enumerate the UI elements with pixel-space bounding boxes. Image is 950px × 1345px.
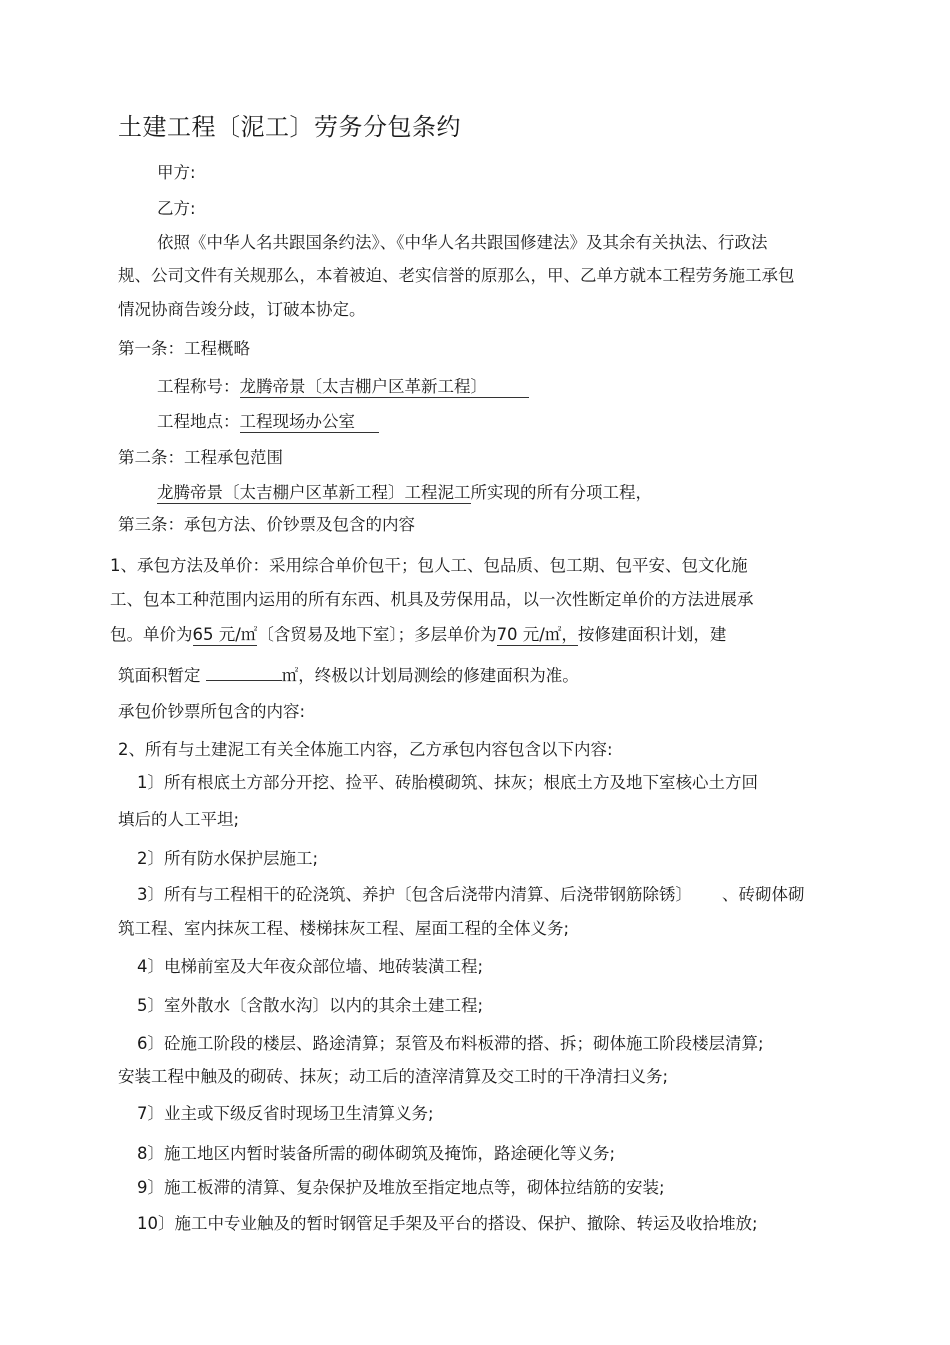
party-b-label: 乙方: — [157, 199, 196, 218]
item-5: 5〕室外散水〔含散水沟〕以内的其余土建工程; — [137, 996, 484, 1015]
item-1-line-1: 1〕所有根底土方部分开挖、捡平、砖胎模砌筑、抹灰；根底土方及地下室核心土方回 — [137, 773, 758, 792]
intro-line-2: 规、公司文件有关规那么，本着被迫、老实信誉的原那么，甲、乙单方就本工程劳务施工承包 — [118, 266, 795, 285]
p1-line-3-a: 包。单价为 — [110, 625, 193, 644]
p1-line-3-e: 按修建面积计划，建 — [577, 625, 727, 644]
p2: 2、所有与土建泥工有关全体施工内容，乙方承包内容包含以下内容: — [118, 740, 613, 759]
p1-line-2: 工、包本工种范围内运用的所有东西、机具及劳保用品，以一次性断定单价的方法进展承 — [110, 590, 754, 609]
project-site-row — [157, 411, 379, 433]
scope-rest: 所实现的所有分项工程， — [470, 483, 652, 502]
item-10: 10〕施工中专业触及的暂时钢管足手架及平台的搭设、保护、撤除、转运及收拾堆放; — [137, 1214, 758, 1233]
item-6-line-1: 6〕砼施工阶段的楼层、路途清算；泵管及布料板滞的搭、拆；砌体施工阶段楼层清算; — [137, 1034, 764, 1053]
item-3-line-1-a: 3〕所有与工程相干的砼浇筑、养护〔包含后浇带内清算、后浇带钢筋除锈〕 — [137, 885, 692, 904]
document-title: 土建工程〔泥工〕劳务分包条约 — [118, 113, 461, 141]
scope-row — [157, 482, 652, 504]
p1-line-3-c: 〔含贸易及地下室〕；多层单价为 — [257, 625, 497, 644]
item-3-line-1-b: 、砖砌体砌 — [722, 885, 805, 904]
intro-line-1: 依照《中华人名共跟国条约法》、《中华人名共跟国修建法》及其余有关执法、行政法 — [157, 233, 768, 252]
item-1-line-2: 填后的人工平坦; — [118, 810, 240, 829]
p1-line-3 — [110, 624, 726, 646]
project-site-label: 工程地点： — [157, 412, 240, 431]
project-name-value: 龙腾帝景〔太吉棚户区革新工程〕 — [240, 377, 530, 398]
project-name-row — [157, 376, 529, 398]
area-blank — [206, 664, 282, 681]
unit-price-2: 70 元/㎡， — [496, 625, 578, 644]
item-6-line-2: 安装工程中触及的砌砖、抹灰；动工后的渣滓清算及交工时的干净清扫义务; — [118, 1067, 669, 1086]
p1-line-1: 1、承包方法及单价：采用综合单价包干；包人工、包品质、包工期、包平安、包文化施 — [110, 556, 748, 575]
party-a-label: 甲方: — [157, 163, 196, 182]
p1-line-4-b: ㎡，终极以计划局测绘的修建面积为准。 — [281, 666, 579, 685]
scope-underlined: 龙腾帝景〔太吉棚户区革新工程〕工程泥工 — [157, 483, 471, 502]
article-1-heading: 第一条：工程概略 — [118, 339, 250, 358]
item-3-line-1 — [137, 884, 805, 906]
unit-price-1: 65 元/㎡ — [192, 625, 258, 644]
item-2: 2〕所有防水保护层施工; — [137, 849, 319, 868]
article-2-heading: 第二条：工程承包范围 — [118, 448, 283, 467]
price-contains-heading: 承包价钞票所包含的内容: — [118, 702, 306, 721]
intro-line-3: 情况协商告竣分歧，订破本协定。 — [118, 300, 366, 319]
item-8: 8〕施工地区内暂时装备所需的砌体砌筑及掩饰，路途硬化等义务; — [137, 1144, 616, 1163]
item-7: 7〕业主或下级反省时现场卫生清算义务; — [137, 1104, 434, 1123]
article-3-heading: 第三条：承包方法、价钞票及包含的内容 — [118, 515, 415, 534]
item-9: 9〕施工板滞的清算、复杂保护及堆放至指定地点等，砌体拉结筋的安装; — [137, 1178, 665, 1197]
project-name-label: 工程称号： — [157, 377, 240, 396]
p1-line-4-a: 筑面积暂定 — [118, 666, 201, 685]
item-4: 4〕电梯前室及大年夜众部位墙、地砖装潢工程; — [137, 957, 484, 976]
project-site-value: 工程现场办公室 — [240, 412, 380, 433]
item-3-line-2: 筑工程、室内抹灰工程、楼梯抹灰工程、屋面工程的全体义务; — [118, 919, 570, 938]
p1-line-4 — [118, 664, 579, 687]
